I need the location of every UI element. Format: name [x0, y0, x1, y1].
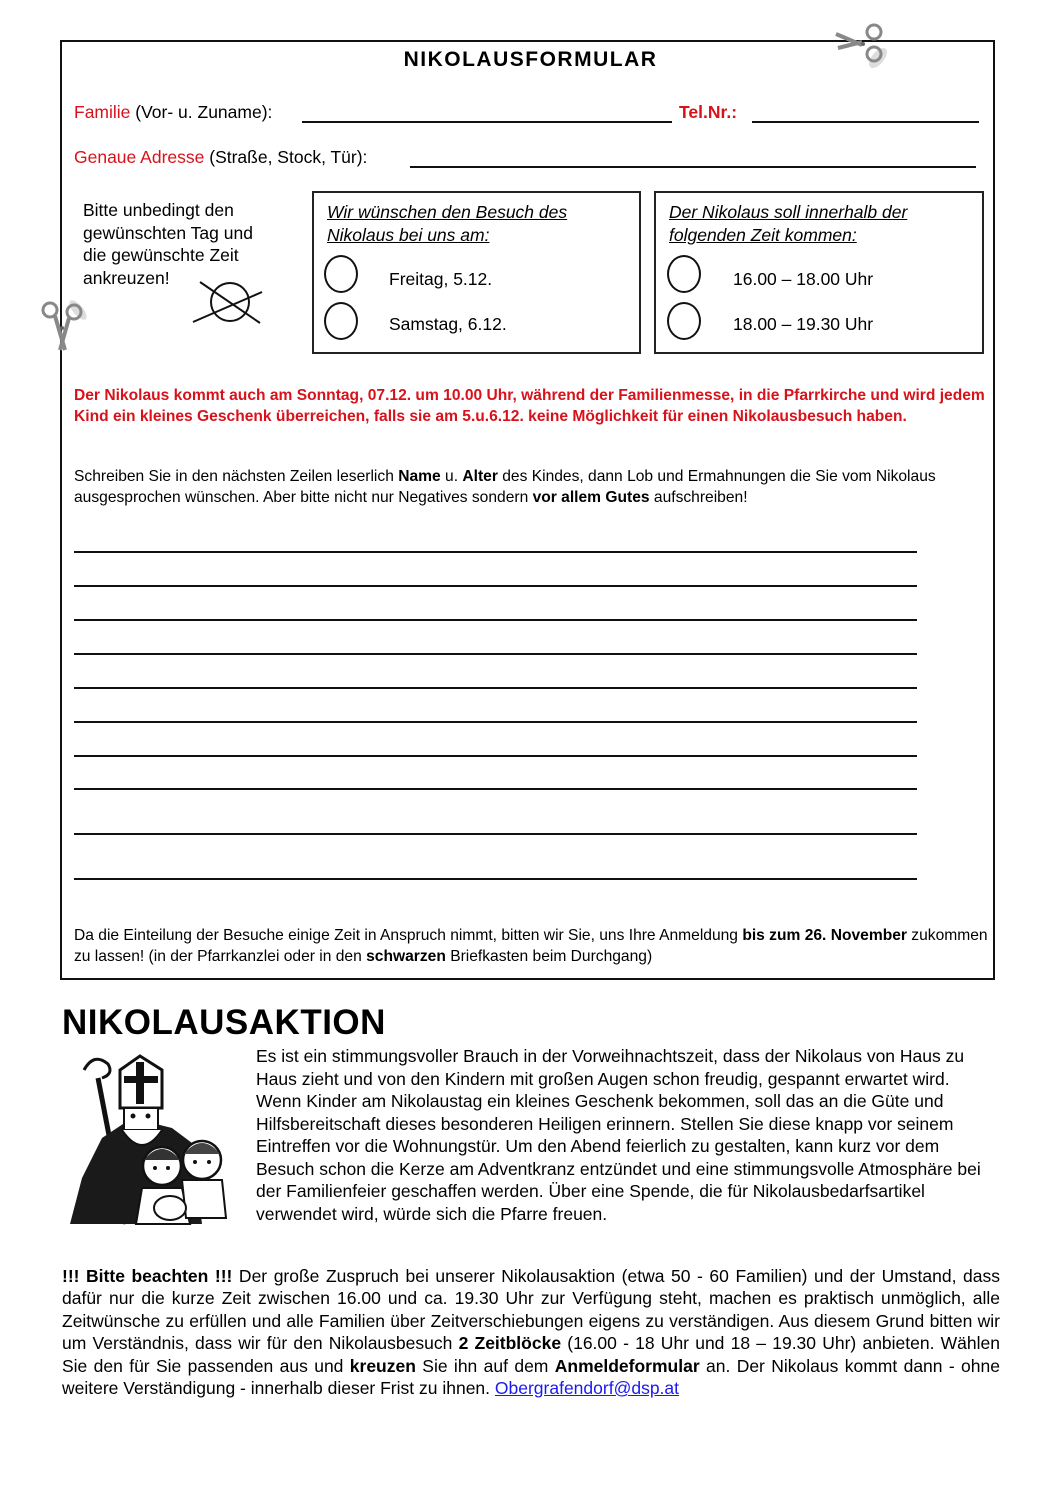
writing-line-7[interactable]	[74, 755, 917, 757]
writing-line-4[interactable]	[74, 653, 917, 655]
phone-input[interactable]	[752, 105, 979, 123]
address-input[interactable]	[410, 150, 976, 168]
phone-label: Tel.Nr.:	[679, 102, 738, 122]
instruction-line: gewünschten Tag und	[83, 222, 253, 243]
checkbox-instruction	[83, 199, 298, 289]
attention-notice	[62, 1265, 1000, 1399]
writing-line-1[interactable]	[74, 551, 917, 553]
family-label: (Vor- u. Zuname):	[130, 102, 273, 122]
sunday-note: Der Nikolaus kommt auch am Sonntag, 07.12. um 10.00 Uhr, während der Familienmesse, in die Pfarrkirche und wird jedem Kind ein kleines Geschenk überreichen, falls sie am 5.u.6.12. keine Möglichkeit für einen Nikolausbesuch haben.	[74, 387, 985, 425]
bold-text: 2 Zeitblöcke	[458, 1333, 562, 1354]
text: u.	[440, 468, 463, 485]
radio-time-16-18[interactable]	[667, 255, 701, 293]
instruction-line: Bitte unbedingt den	[83, 200, 234, 220]
bold-text: Alter	[462, 468, 498, 485]
option-label-time-18-1930: 18.00 – 19.30 Uhr	[733, 314, 874, 334]
option-label-time-16-18: 16.00 – 18.00 Uhr	[733, 269, 874, 289]
write-instruction	[74, 467, 989, 508]
nikolaus-with-children-illustration	[62, 1048, 242, 1226]
heading-line: Der Nikolaus soll innerhalb der	[669, 202, 908, 222]
writing-line-5[interactable]	[74, 687, 917, 689]
heading-line: Wir wünschen den Besuch des	[327, 202, 568, 222]
bold-text: kreuzen	[349, 1355, 416, 1376]
text: aufschreiben!	[649, 488, 748, 506]
deadline-note	[74, 926, 989, 967]
radio-samstag[interactable]	[324, 302, 358, 340]
family-name-input[interactable]	[302, 105, 672, 123]
crossed-circle-icon	[190, 278, 268, 331]
text: Da die Einteilung der Besuche einige Zeit in Anspruch nimmt, bitten wir Sie, uns Ihre Anmeldung	[74, 927, 743, 944]
instruction-line: ankreuzen!	[83, 267, 170, 288]
address-label: (Straße, Stock, Tür):	[204, 147, 368, 167]
heading-line: Nikolaus bei uns am:	[327, 225, 490, 245]
address-label-highlight: Genaue Adresse	[74, 147, 205, 167]
registration-form-box	[60, 40, 995, 980]
text: an. Der Nikolaus kommt dann - ohne weitere Verständigung - innerhalb dieser Frist zu ihnen.	[62, 1355, 1000, 1399]
heading-line: folgenden Zeit kommen:	[669, 225, 857, 245]
text: Schreiben Sie in den nächsten Zeilen leserlich	[74, 468, 399, 485]
option-label-freitag: Freitag, 5.12.	[389, 269, 493, 289]
bold-text: bis zum 26. November	[742, 927, 907, 944]
aktion-heading: NIKOLAUSAKTION	[62, 1003, 386, 1042]
aktion-description: Es ist ein stimmungsvoller Brauch in der Vorweihnachtszeit, dass der Nikolaus von Haus zu Haus zieht und von den Kindern mit großen Augen schon freudig, gespannt erwartet wird. Wenn Kinder am Nikolaustag ein kleines Geschenk bekommen, soll das an die Güte und Hilfsbereitschaft dieses besonderen Heiligen erinnern. Stellen Sie diese knapp vor seinem Eintreffen vor die Wohnungstür. Um den Abend feierlich zu gestalten, kann kurz vor dem Besuch schon die Kerze am Adventkranz entzündet und eine stimmungsvolle Atmosphäre bei der Familienfeier geschaffen werden. Über eine Spende, die für Nikolausbedarfsartikel verwendet wird, würde sich die Pfarre freuen.	[256, 1046, 981, 1224]
bold-text: !!! Bitte beachten !!!	[62, 1266, 233, 1286]
family-label-highlight: Familie	[74, 102, 131, 122]
bold-text: schwarzen	[366, 947, 446, 965]
instruction-line: die gewünschte Zeit	[83, 245, 239, 265]
scissors-icon	[38, 292, 94, 354]
bold-text: vor allem Gutes	[532, 488, 650, 506]
radio-freitag[interactable]	[324, 255, 358, 293]
time-selection-box	[654, 191, 984, 354]
family-field-row	[74, 102, 272, 123]
writing-line-2[interactable]	[74, 585, 917, 587]
form-title: NIKOLAUSFORMULAR	[403, 48, 658, 71]
writing-line-9[interactable]	[74, 833, 917, 835]
text: Sie ihn auf dem	[415, 1355, 555, 1376]
bold-text: Name	[398, 468, 441, 485]
address-field-row	[74, 147, 367, 168]
option-label-samstag: Samstag, 6.12.	[389, 314, 507, 334]
writing-line-6[interactable]	[74, 721, 917, 723]
text: Der große Zuspruch bei unserer Nikolausaktion (etwa 50 - 60 Familien) und der Umstand, dass dafür nur die kurze Zeit zwischen 16.00 und ca. 19.30 Uhr zur Verfügung steht, machen es praktisch unmöglich, alle Zeitwünsche zu erfüllen und alle Familien über Zeitverschiebungen eigens zu verständigen. Aus diesem Grund bitten wir um Verständnis, dass wir für den Nikolausbesuch	[62, 1266, 1000, 1354]
email-link[interactable]: Obergrafendorf@dsp.at	[494, 1378, 680, 1399]
text: Briefkasten beim Durchgang)	[445, 947, 653, 965]
radio-time-18-1930[interactable]	[667, 302, 701, 340]
day-selection-box	[312, 191, 641, 354]
text: zukommen zu lassen! (in der Pfarrkanzlei oder in den	[74, 927, 988, 965]
day-box-heading	[327, 201, 567, 247]
writing-line-3[interactable]	[74, 619, 917, 621]
writing-line-10[interactable]	[74, 878, 917, 880]
bold-text: Anmeldeformular	[554, 1355, 700, 1376]
text: des Kindes, dann Lob und Ermahnungen die Sie vom Nikolaus ausgesprochen wünschen. Aber bitte nicht nur Negatives sondern	[74, 468, 936, 506]
writing-line-8[interactable]	[74, 788, 917, 790]
time-box-heading	[669, 201, 907, 247]
text: (16.00 - 18 Uhr und 18 – 19.30 Uhr) anbieten. Wählen Sie den für Sie passenden aus und	[62, 1333, 1001, 1376]
